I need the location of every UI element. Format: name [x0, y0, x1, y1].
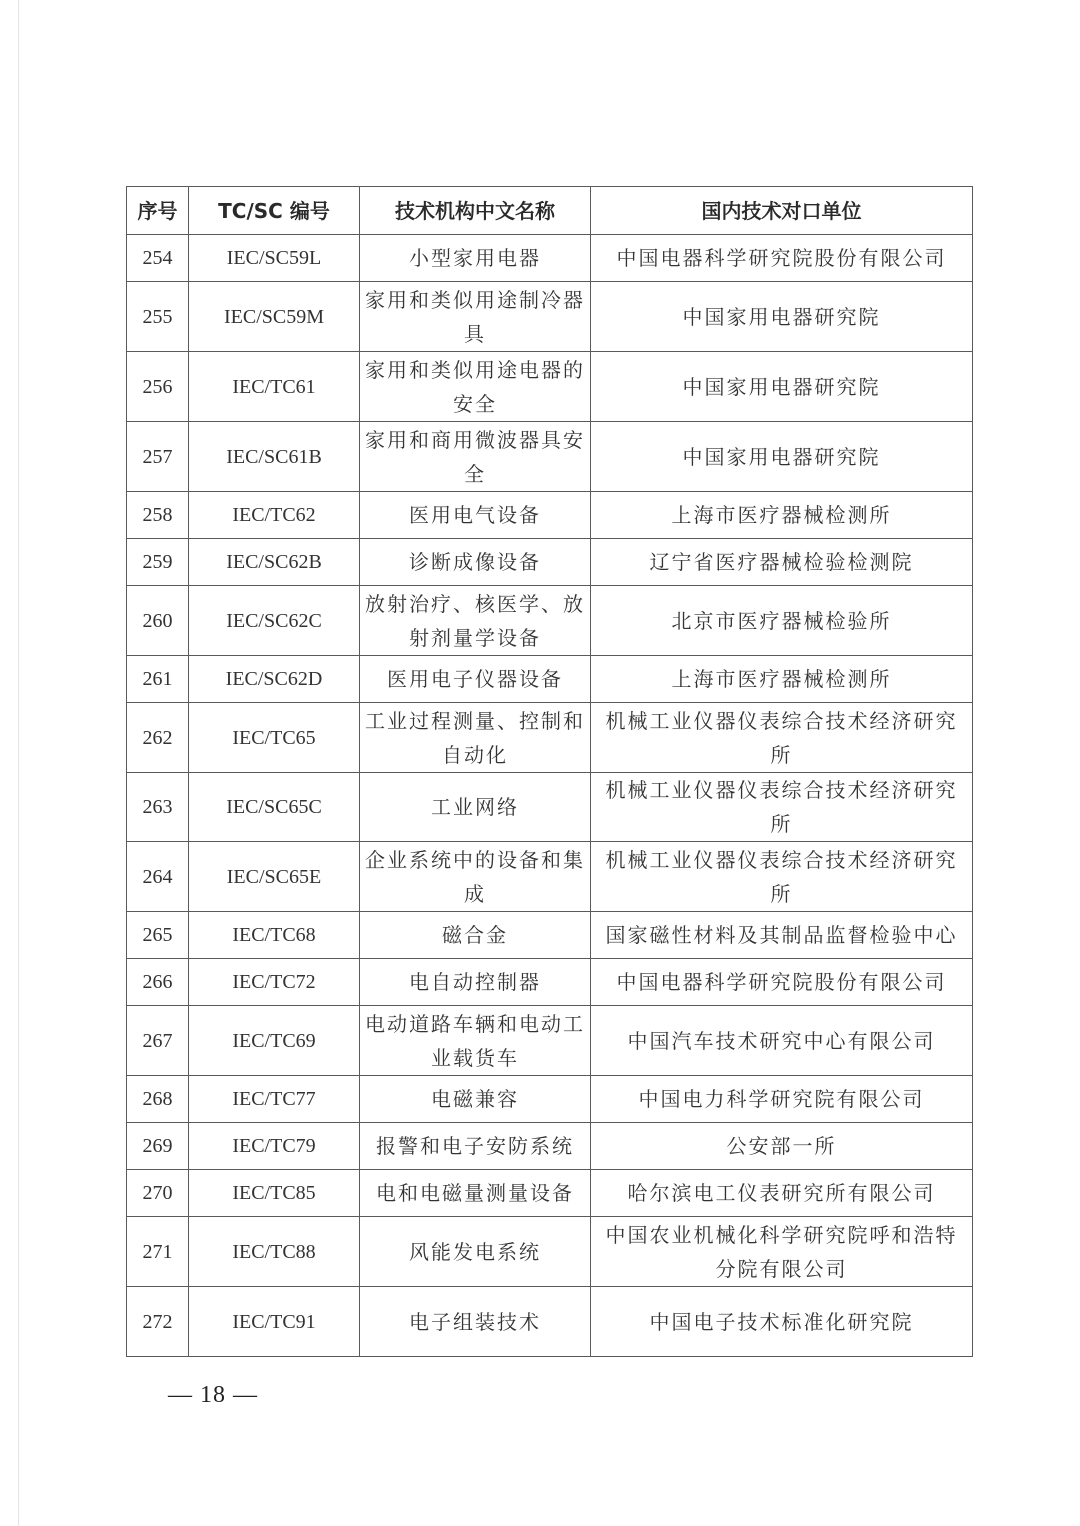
cell-serial-number: 262 [127, 703, 189, 773]
cell-serial-number: 255 [127, 282, 189, 352]
page-edge-line [18, 0, 19, 1526]
table-row [127, 842, 973, 912]
header-serial-number: 序号 [127, 187, 189, 235]
cell-chinese-name: 磁合金 [360, 912, 591, 959]
table-row [127, 539, 973, 586]
cell-domestic-unit: 中国电子技术标准化研究院 [591, 1287, 973, 1357]
cell-domestic-unit: 中国家用电器研究院 [591, 282, 973, 352]
cell-chinese-name: 电动道路车辆和电动工业载货车 [360, 1006, 591, 1076]
cell-chinese-name: 电子组装技术 [360, 1287, 591, 1357]
cell-serial-number: 269 [127, 1123, 189, 1170]
cell-tc-sc-code: IEC/TC68 [189, 912, 360, 959]
cell-tc-sc-code: IEC/SC65E [189, 842, 360, 912]
table-row [127, 959, 973, 1006]
cell-chinese-name: 电和电磁量测量设备 [360, 1170, 591, 1217]
cell-domestic-unit: 上海市医疗器械检测所 [591, 492, 973, 539]
cell-serial-number: 263 [127, 773, 189, 842]
cell-tc-sc-code: IEC/TC79 [189, 1123, 360, 1170]
cell-tc-sc-code: IEC/TC77 [189, 1076, 360, 1123]
cell-chinese-name: 诊断成像设备 [360, 539, 591, 586]
cell-serial-number: 272 [127, 1287, 189, 1357]
cell-tc-sc-code: IEC/TC62 [189, 492, 360, 539]
cell-domestic-unit: 中国农业机械化科学研究院呼和浩特分院有限公司 [591, 1217, 973, 1287]
cell-tc-sc-code: IEC/SC62B [189, 539, 360, 586]
cell-tc-sc-code: IEC/TC61 [189, 352, 360, 422]
cell-chinese-name: 企业系统中的设备和集成 [360, 842, 591, 912]
cell-domestic-unit: 北京市医疗器械检验所 [591, 586, 973, 656]
cell-tc-sc-code: IEC/TC69 [189, 1006, 360, 1076]
table-row [127, 235, 973, 282]
cell-tc-sc-code: IEC/TC85 [189, 1170, 360, 1217]
table-row [127, 1006, 973, 1076]
cell-serial-number: 265 [127, 912, 189, 959]
table-row [127, 492, 973, 539]
cell-domestic-unit: 中国电器科学研究院股份有限公司 [591, 235, 973, 282]
cell-tc-sc-code: IEC/SC59L [189, 235, 360, 282]
cell-domestic-unit: 中国电力科学研究院有限公司 [591, 1076, 973, 1123]
table-row [127, 912, 973, 959]
table-row [127, 656, 973, 703]
cell-chinese-name: 家用和类似用途电器的安全 [360, 352, 591, 422]
cell-chinese-name: 工业网络 [360, 773, 591, 842]
cell-serial-number: 267 [127, 1006, 189, 1076]
cell-chinese-name: 小型家用电器 [360, 235, 591, 282]
cell-serial-number: 254 [127, 235, 189, 282]
table-row [127, 1217, 973, 1287]
cell-domestic-unit: 中国汽车技术研究中心有限公司 [591, 1006, 973, 1076]
table-row [127, 773, 973, 842]
committee-table [126, 186, 973, 1357]
cell-serial-number: 256 [127, 352, 189, 422]
cell-chinese-name: 医用电气设备 [360, 492, 591, 539]
cell-domestic-unit: 辽宁省医疗器械检验检测院 [591, 539, 973, 586]
cell-serial-number: 259 [127, 539, 189, 586]
table-row [127, 1170, 973, 1217]
header-domestic-unit: 国内技术对口单位 [591, 187, 973, 235]
cell-serial-number: 271 [127, 1217, 189, 1287]
cell-tc-sc-code: IEC/SC59M [189, 282, 360, 352]
cell-chinese-name: 报警和电子安防系统 [360, 1123, 591, 1170]
cell-serial-number: 257 [127, 422, 189, 492]
table-row [127, 586, 973, 656]
cell-chinese-name: 电自动控制器 [360, 959, 591, 1006]
cell-chinese-name: 家用和类似用途制冷器具 [360, 282, 591, 352]
cell-serial-number: 260 [127, 586, 189, 656]
cell-tc-sc-code: IEC/TC88 [189, 1217, 360, 1287]
cell-tc-sc-code: IEC/SC65C [189, 773, 360, 842]
cell-chinese-name: 医用电子仪器设备 [360, 656, 591, 703]
cell-tc-sc-code: IEC/TC72 [189, 959, 360, 1006]
cell-serial-number: 261 [127, 656, 189, 703]
cell-chinese-name: 电磁兼容 [360, 1076, 591, 1123]
cell-domestic-unit: 机械工业仪器仪表综合技术经济研究所 [591, 842, 973, 912]
table-header-row [127, 187, 973, 235]
cell-tc-sc-code: IEC/SC62C [189, 586, 360, 656]
cell-chinese-name: 家用和商用微波器具安全 [360, 422, 591, 492]
cell-tc-sc-code: IEC/SC61B [189, 422, 360, 492]
table-row [127, 352, 973, 422]
header-chinese-name: 技术机构中文名称 [360, 187, 591, 235]
table-row [127, 1076, 973, 1123]
cell-serial-number: 266 [127, 959, 189, 1006]
table-row [127, 1287, 973, 1357]
cell-domestic-unit: 机械工业仪器仪表综合技术经济研究所 [591, 773, 973, 842]
cell-domestic-unit: 国家磁性材料及其制品监督检验中心 [591, 912, 973, 959]
header-tc-sc-code: TC/SC 编号 [189, 187, 360, 235]
cell-domestic-unit: 机械工业仪器仪表综合技术经济研究所 [591, 703, 973, 773]
cell-serial-number: 264 [127, 842, 189, 912]
cell-domestic-unit: 中国家用电器研究院 [591, 352, 973, 422]
table-row [127, 422, 973, 492]
cell-serial-number: 258 [127, 492, 189, 539]
table-row [127, 282, 973, 352]
cell-serial-number: 270 [127, 1170, 189, 1217]
cell-chinese-name: 工业过程测量、控制和自动化 [360, 703, 591, 773]
cell-domestic-unit: 中国电器科学研究院股份有限公司 [591, 959, 973, 1006]
cell-chinese-name: 放射治疗、核医学、放射剂量学设备 [360, 586, 591, 656]
cell-chinese-name: 风能发电系统 [360, 1217, 591, 1287]
cell-serial-number: 268 [127, 1076, 189, 1123]
cell-tc-sc-code: IEC/SC62D [189, 656, 360, 703]
cell-domestic-unit: 公安部一所 [591, 1123, 973, 1170]
cell-tc-sc-code: IEC/TC91 [189, 1287, 360, 1357]
cell-domestic-unit: 中国家用电器研究院 [591, 422, 973, 492]
cell-domestic-unit: 上海市医疗器械检测所 [591, 656, 973, 703]
cell-tc-sc-code: IEC/TC65 [189, 703, 360, 773]
table-row [127, 703, 973, 773]
cell-domestic-unit: 哈尔滨电工仪表研究所有限公司 [591, 1170, 973, 1217]
table-row [127, 1123, 973, 1170]
page-number: — 18 — [168, 1382, 258, 1408]
